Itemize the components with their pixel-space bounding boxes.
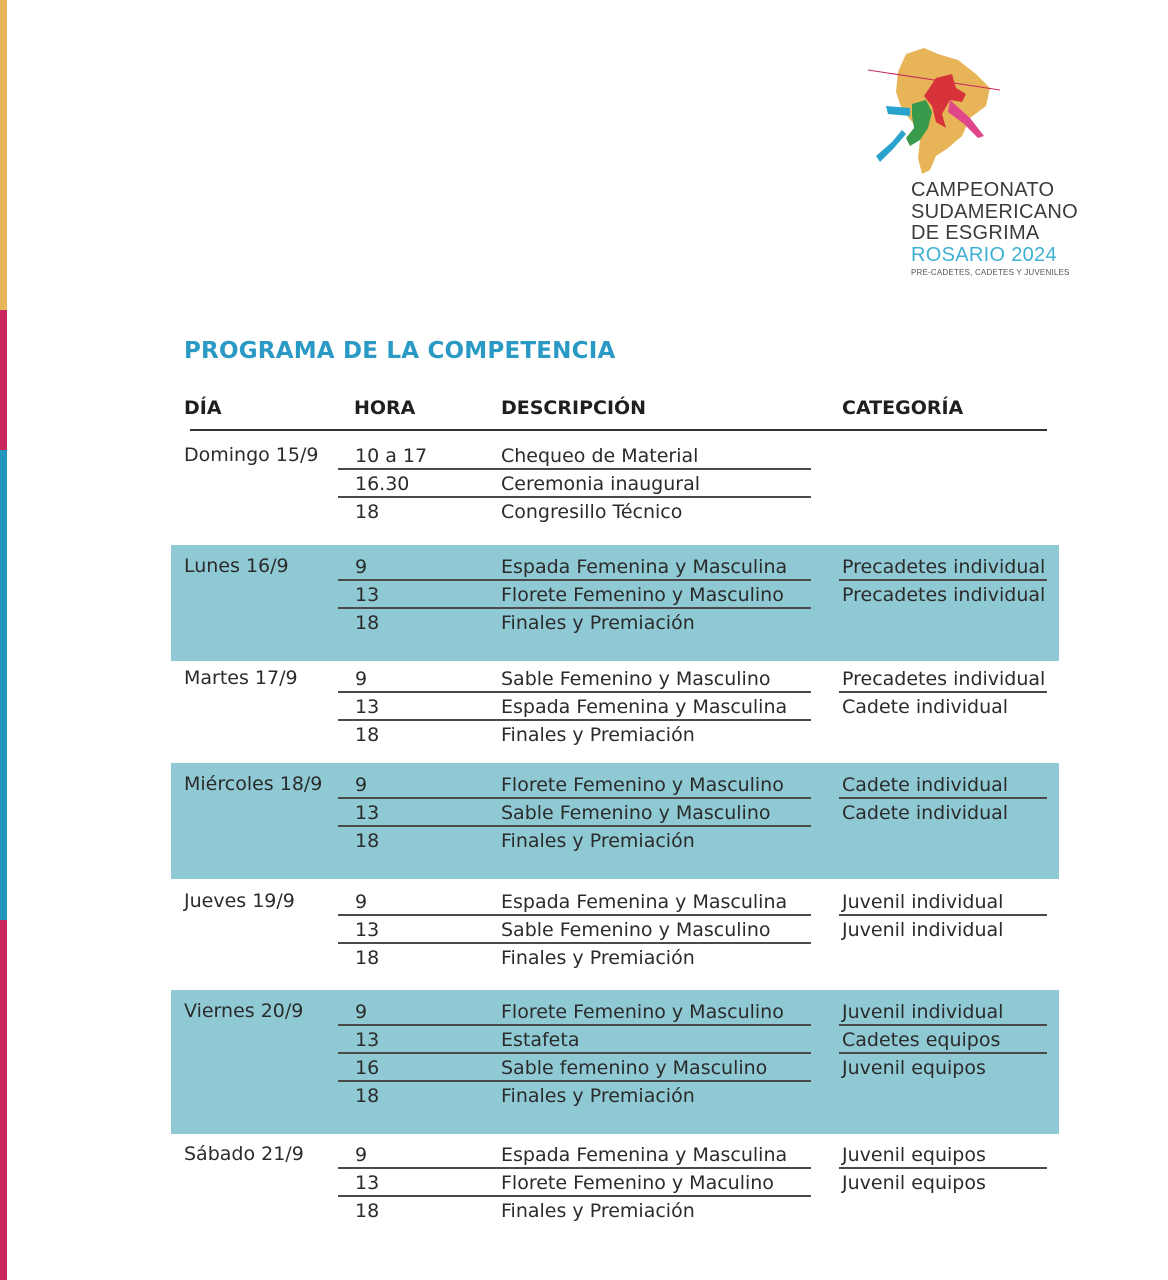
time-cell: 10 a 17 <box>355 445 428 467</box>
category-divider <box>839 691 1047 693</box>
time-cell: 18 <box>355 947 380 969</box>
time-cell: 13 <box>355 696 380 718</box>
row-divider <box>338 942 811 944</box>
logo-line-2: SUDAMERICANO <box>911 200 1078 223</box>
logo-line-3: DE ESGRIMA <box>911 222 1040 244</box>
table-row <box>171 1000 1059 1028</box>
day-label: Domingo 15/9 <box>184 444 319 466</box>
time-cell: 13 <box>355 919 380 941</box>
table-row <box>171 773 1059 801</box>
category-divider <box>839 914 1047 916</box>
time-cell: 18 <box>355 830 380 852</box>
description-cell: Finales y Premiación <box>501 612 695 634</box>
time-cell: 16 <box>355 1057 380 1079</box>
logo-subtitle: PRE-CADETES, CADETES Y JUVENILES <box>911 268 1070 277</box>
day-block <box>171 659 1059 759</box>
column-header-categoria: CATEGORÍA <box>842 397 964 419</box>
table-row <box>171 555 1059 583</box>
table-row <box>171 918 1059 946</box>
row-divider <box>338 914 811 916</box>
time-cell: 9 <box>355 1001 368 1023</box>
table-row <box>171 1171 1059 1199</box>
time-cell: 13 <box>355 802 380 824</box>
description-cell: Congresillo Técnico <box>501 501 683 523</box>
description-cell: Espada Femenina y Masculina <box>501 1144 788 1166</box>
table-row <box>171 695 1059 723</box>
header-divider <box>190 429 1047 431</box>
category-cell: Cadete individual <box>842 696 1009 718</box>
description-cell: Sable Femenino y Masculino <box>501 919 771 941</box>
description-cell: Sable Femenino y Masculino <box>501 668 771 690</box>
category-divider <box>839 579 1047 581</box>
category-cell: Cadetes equipos <box>842 1029 1001 1051</box>
table-row <box>171 472 1059 500</box>
table-row <box>171 611 1059 639</box>
description-cell: Espada Femenina y Masculina <box>501 556 788 578</box>
decorative-stripe-pink-bottom <box>0 920 7 1280</box>
table-row <box>171 583 1059 611</box>
row-divider <box>338 719 811 721</box>
category-divider <box>839 797 1047 799</box>
table-row <box>171 1084 1059 1112</box>
day-label: Viernes 20/9 <box>184 1000 304 1022</box>
time-cell: 9 <box>355 668 368 690</box>
event-logo <box>866 44 1096 277</box>
column-header-descripcion: DESCRIPCIÓN <box>501 397 647 419</box>
category-divider <box>839 1167 1047 1169</box>
day-label: Martes 17/9 <box>184 667 298 689</box>
row-divider <box>338 825 811 827</box>
row-divider <box>338 468 811 470</box>
column-header-dia: DÍA <box>184 397 222 419</box>
row-divider <box>338 1024 811 1026</box>
time-cell: 9 <box>355 774 368 796</box>
time-cell: 18 <box>355 612 380 634</box>
time-cell: 18 <box>355 724 380 746</box>
day-label: Sábado 21/9 <box>184 1143 304 1165</box>
row-divider <box>338 579 811 581</box>
row-divider <box>338 1167 811 1169</box>
description-cell: Finales y Premiación <box>501 1200 695 1222</box>
time-cell: 16.30 <box>355 473 410 495</box>
description-cell: Florete Femenino y Masculino <box>501 774 784 796</box>
south-america-fencers-logo-icon <box>866 44 1006 179</box>
description-cell: Estafeta <box>501 1029 580 1051</box>
time-cell: 18 <box>355 1200 380 1222</box>
category-cell: Juvenil individual <box>842 891 1004 913</box>
table-row <box>171 1028 1059 1056</box>
table-row <box>171 667 1059 695</box>
category-cell: Juvenil equipos <box>842 1172 986 1194</box>
decorative-stripe-yellow <box>0 0 7 320</box>
category-cell: Juvenil individual <box>842 1001 1004 1023</box>
category-divider <box>839 1024 1047 1026</box>
table-row <box>171 1056 1059 1084</box>
time-cell: 18 <box>355 501 380 523</box>
description-cell: Finales y Premiación <box>501 724 695 746</box>
description-cell: Florete Femenino y Masculino <box>501 1001 784 1023</box>
time-cell: 9 <box>355 1144 368 1166</box>
time-cell: 13 <box>355 584 380 606</box>
day-block <box>171 1135 1059 1235</box>
day-label: Lunes 16/9 <box>184 555 289 577</box>
page-title: PROGRAMA DE LA COMPETENCIA <box>184 338 616 364</box>
table-row <box>171 946 1059 974</box>
description-cell: Espada Femenina y Masculina <box>501 696 788 718</box>
time-cell: 18 <box>355 1085 380 1107</box>
category-divider <box>839 1052 1047 1054</box>
row-divider <box>338 607 811 609</box>
time-cell: 9 <box>355 556 368 578</box>
table-row <box>171 444 1059 472</box>
row-divider <box>338 496 811 498</box>
logo-city: ROSARIO 2024 <box>911 243 1057 266</box>
day-block <box>171 545 1059 661</box>
description-cell: Finales y Premiación <box>501 1085 695 1107</box>
row-divider <box>338 797 811 799</box>
description-cell: Chequeo de Material <box>501 445 699 467</box>
time-cell: 9 <box>355 891 368 913</box>
category-cell: Precadetes individual <box>842 556 1046 578</box>
time-cell: 13 <box>355 1029 380 1051</box>
day-block <box>171 990 1059 1134</box>
column-header-hora: HORA <box>354 397 416 419</box>
category-cell: Cadete individual <box>842 774 1009 796</box>
day-label: Miércoles 18/9 <box>184 773 323 795</box>
day-block <box>171 763 1059 879</box>
table-row <box>171 829 1059 857</box>
category-cell: Juvenil equipos <box>842 1144 986 1166</box>
description-cell: Ceremonia inaugural <box>501 473 701 495</box>
category-cell: Precadetes individual <box>842 584 1046 606</box>
description-cell: Finales y Premiación <box>501 947 695 969</box>
description-cell: Florete Femenino y Masculino <box>501 584 784 606</box>
row-divider <box>338 691 811 693</box>
table-row <box>171 1199 1059 1227</box>
category-cell: Juvenil equipos <box>842 1057 986 1079</box>
table-row <box>171 723 1059 751</box>
table-row <box>171 1143 1059 1171</box>
description-cell: Espada Femenina y Masculina <box>501 891 788 913</box>
description-cell: Florete Femenino y Maculino <box>501 1172 774 1194</box>
row-divider <box>338 1195 811 1197</box>
day-label: Jueves 19/9 <box>184 890 295 912</box>
logo-text <box>911 180 1078 277</box>
decorative-stripe-blue <box>0 450 7 930</box>
day-block <box>171 882 1059 982</box>
description-cell: Sable Femenino y Masculino <box>501 802 771 824</box>
decorative-stripe-pink <box>0 310 7 460</box>
logo-line-1: CAMPEONATO <box>911 179 1055 201</box>
description-cell: Finales y Premiación <box>501 830 695 852</box>
table-row <box>171 801 1059 829</box>
row-divider <box>338 1052 811 1054</box>
time-cell: 13 <box>355 1172 380 1194</box>
row-divider <box>338 1080 811 1082</box>
table-row <box>171 890 1059 918</box>
category-cell: Cadete individual <box>842 802 1009 824</box>
day-block <box>171 436 1059 536</box>
description-cell: Sable femenino y Masculino <box>501 1057 768 1079</box>
category-cell: Juvenil individual <box>842 919 1004 941</box>
category-cell: Precadetes individual <box>842 668 1046 690</box>
table-row <box>171 500 1059 528</box>
